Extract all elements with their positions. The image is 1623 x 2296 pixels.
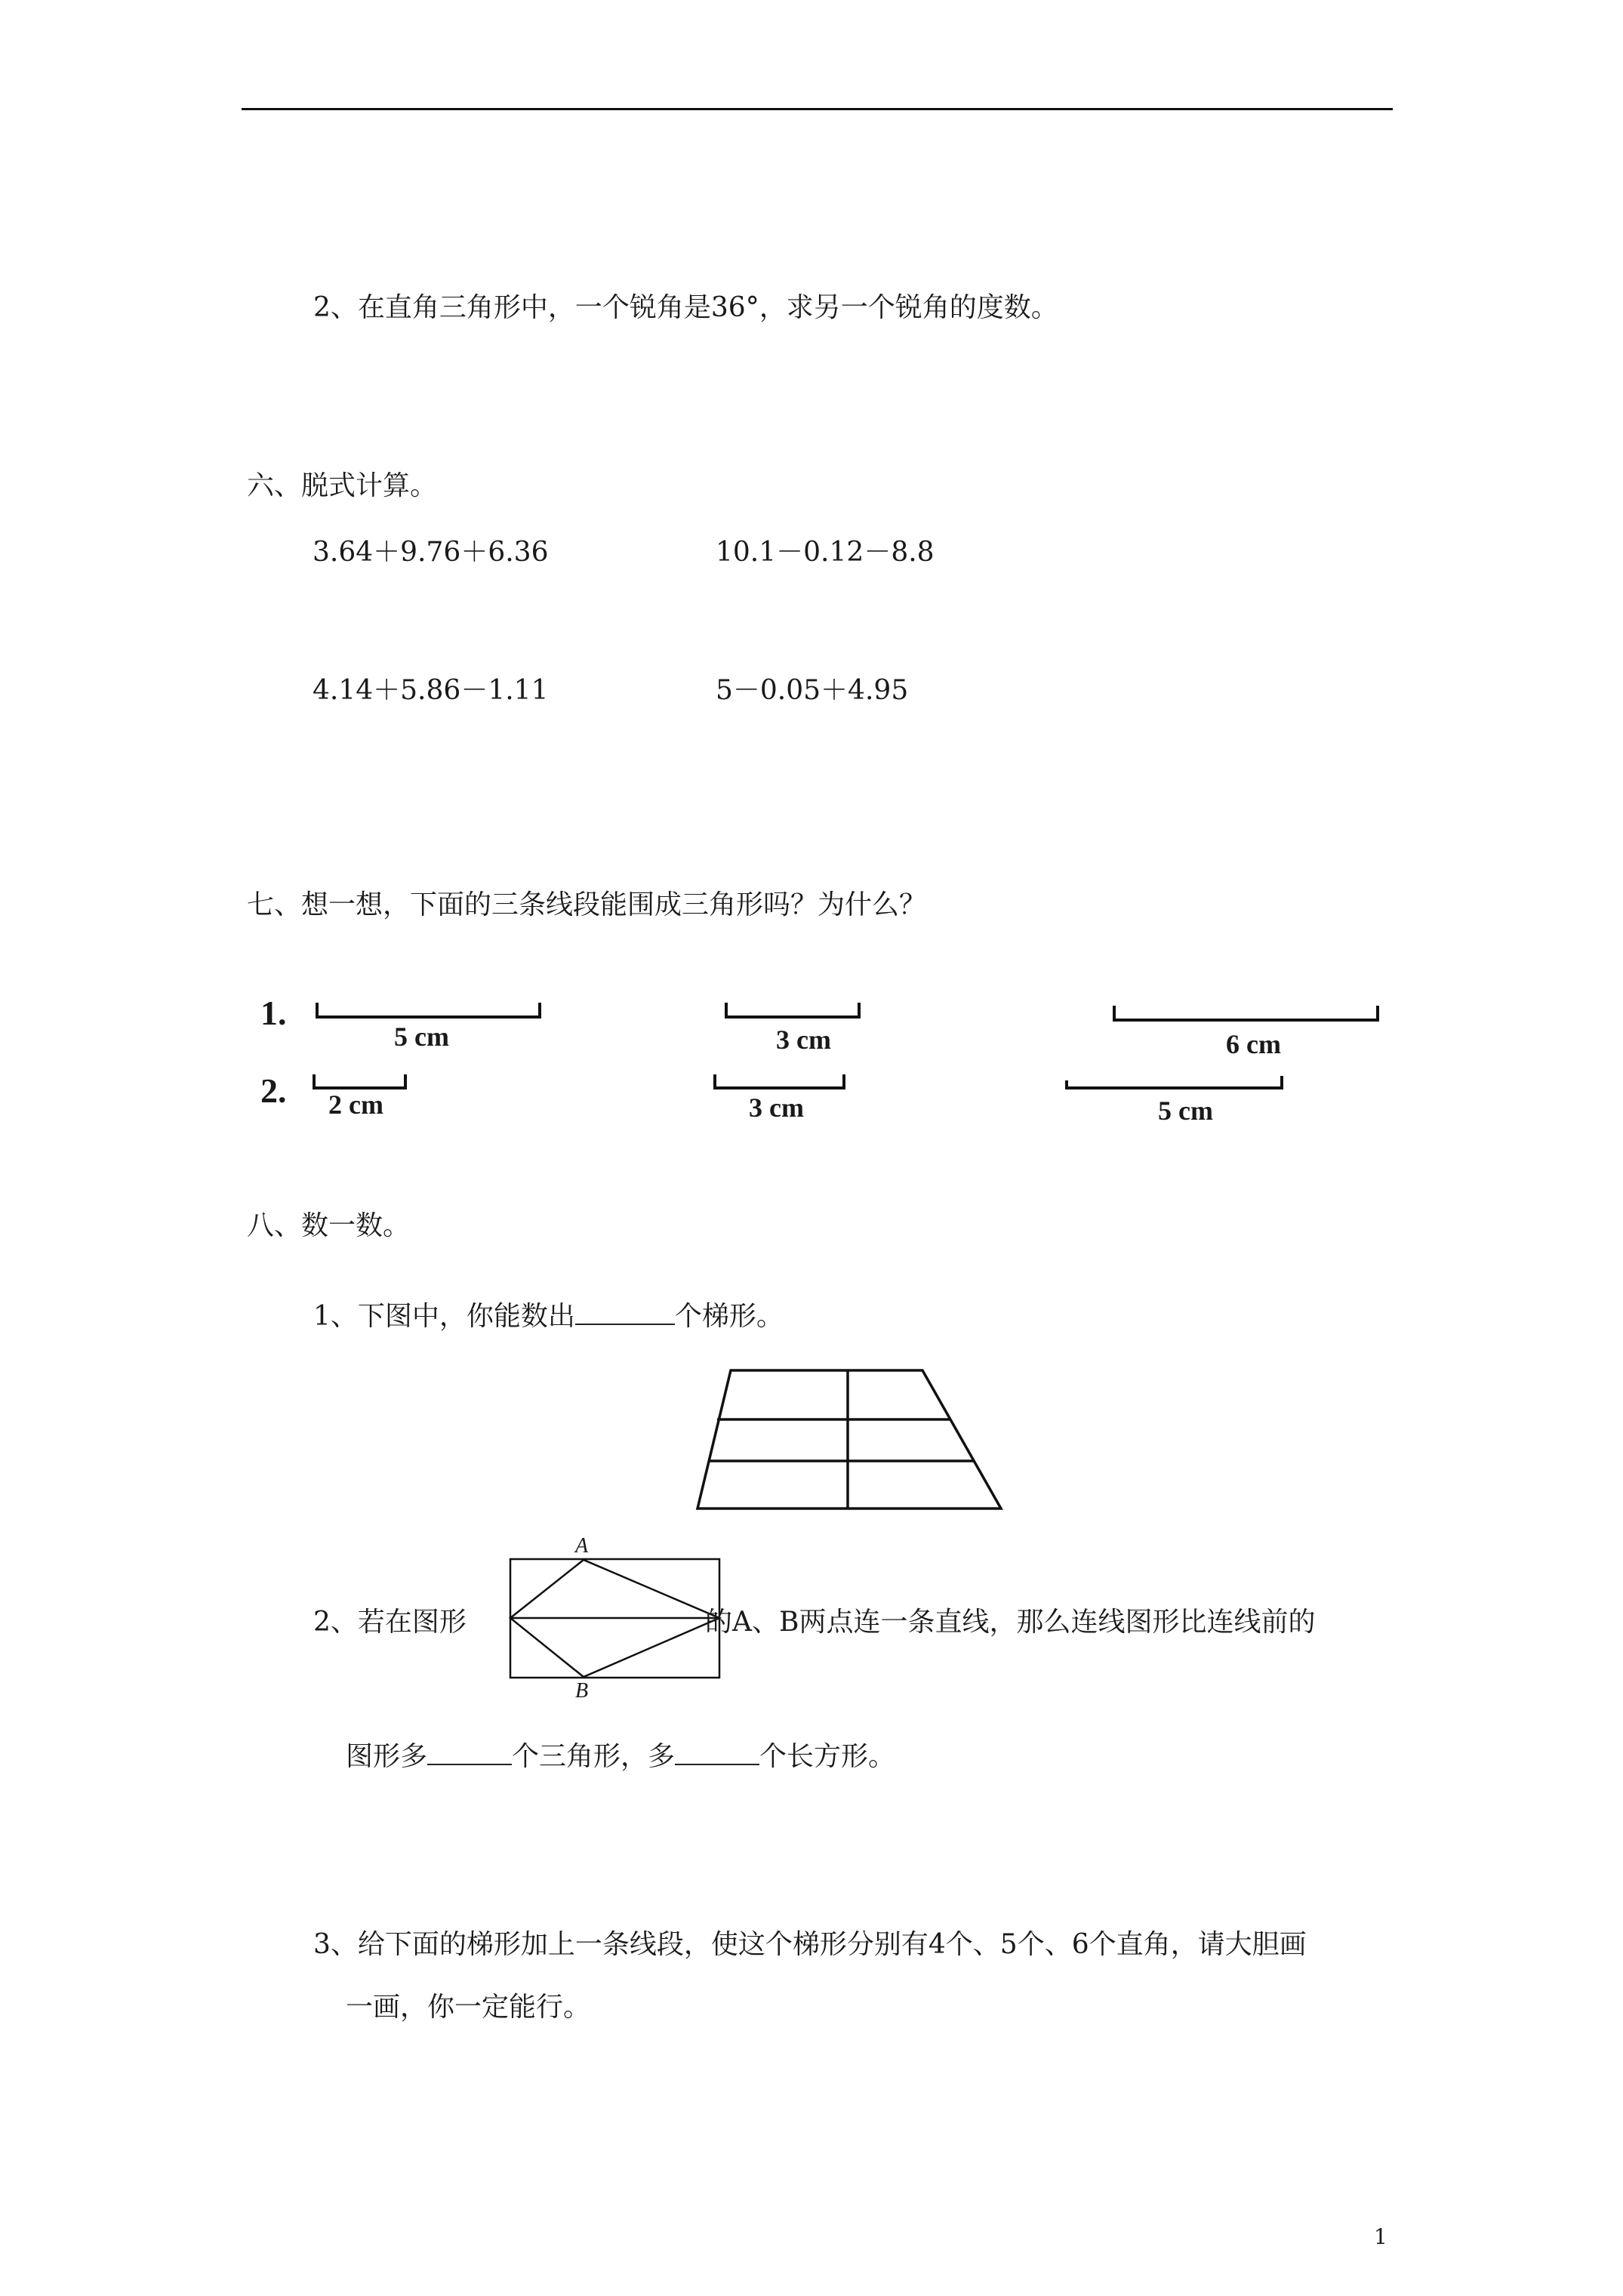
question-text: 的A、B两点连一条直线，那么连线图形比连线前的 xyxy=(705,1607,1316,1638)
question-text: 图形多 xyxy=(346,1741,428,1772)
point-label-a: A xyxy=(575,1534,589,1558)
row-number: 1. xyxy=(260,994,287,1032)
expression: 10.1－0.12－8.8 xyxy=(716,537,935,568)
section-8-title: 八、数一数。 xyxy=(247,1210,411,1241)
segment-label: 5 cm xyxy=(1158,1096,1213,1126)
question-8-3: 3、给下面的梯形加上一条线段，使这个梯形分别有4个、5个、6个直角，请大胆画 xyxy=(313,1929,1307,1960)
expression: 5－0.05＋4.95 xyxy=(716,675,909,706)
section-7-title: 七、想一想，下面的三条线段能围成三角形吗？为什么？ xyxy=(247,889,927,920)
section-6-title: 六、脱式计算。 xyxy=(247,470,438,501)
segment-label: 5 cm xyxy=(394,1022,449,1052)
question-5-2: 2、在直角三角形中，一个锐角是36°，求另一个锐角的度数。 xyxy=(313,292,1058,323)
expression: 4.14＋5.86－1.11 xyxy=(313,675,549,706)
question-8-2-line2 xyxy=(346,1738,895,1774)
answer-blank[interactable] xyxy=(675,1738,759,1765)
segment-label: 6 cm xyxy=(1226,1029,1281,1059)
segment-label: 2 cm xyxy=(328,1089,383,1120)
question-text: 个长方形。 xyxy=(759,1741,896,1772)
segment-label: 3 cm xyxy=(749,1093,804,1123)
answer-blank[interactable] xyxy=(427,1738,512,1765)
question-text: 个梯形。 xyxy=(674,1301,784,1332)
question-text: 2、若在图形 xyxy=(313,1607,467,1638)
point-label-b: B xyxy=(575,1679,589,1703)
question-8-3-cont: 一画，你一定能行。 xyxy=(346,1992,591,2023)
row-number: 2. xyxy=(260,1071,287,1110)
segment-label: 3 cm xyxy=(776,1025,831,1055)
page-number: 1 xyxy=(1374,2224,1387,2249)
expression: 3.64＋9.76＋6.36 xyxy=(313,537,549,568)
question-text: 1、下图中，你能数出 xyxy=(313,1301,575,1332)
question-text: 个三角形，多 xyxy=(512,1741,676,1772)
